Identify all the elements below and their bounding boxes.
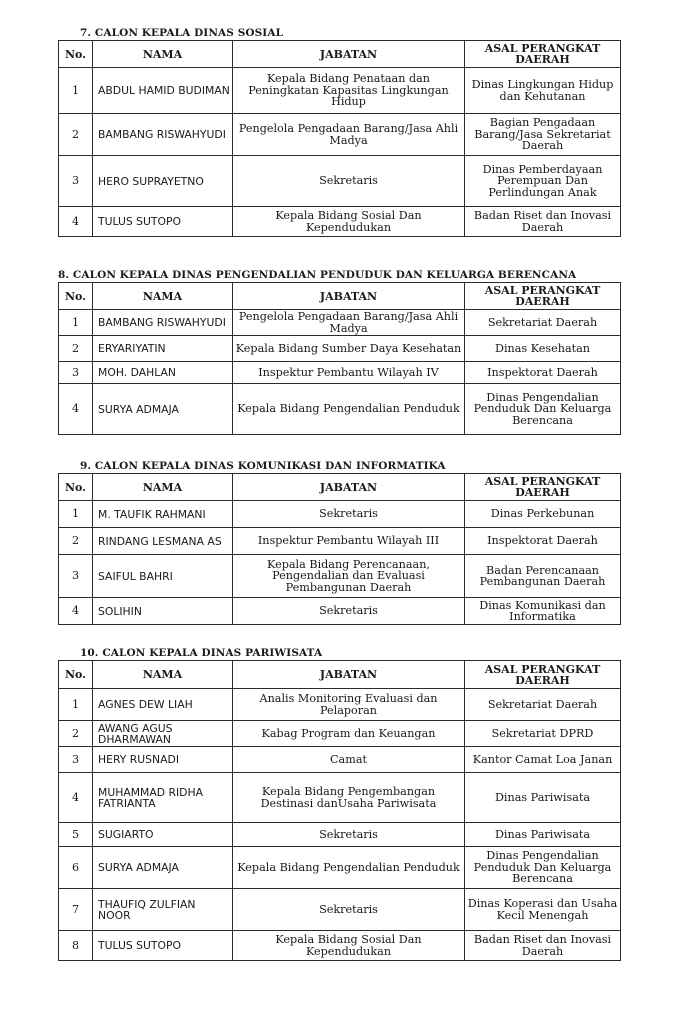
candidate-origin: Badan Riset dan Inovasi Daerah <box>465 207 621 237</box>
candidate-name: SOLIHIN <box>93 598 233 625</box>
candidate-table <box>58 473 621 625</box>
candidate-origin: Sekretariat Daerah <box>465 310 621 336</box>
header-asal: ASAL PERANGKAT DAERAH <box>465 474 621 501</box>
row-number: 7 <box>59 889 93 931</box>
header-asal: ASAL PERANGKAT DAERAH <box>465 661 621 689</box>
header-jabatan: JABATAN <box>233 474 465 501</box>
candidate-position: Kepala Bidang Sumber Daya Kesehatan <box>233 336 465 362</box>
candidate-origin: Dinas Pemberdayaan Perempuan Dan Perlindungan Anak <box>465 156 621 207</box>
row-number: 3 <box>59 362 93 384</box>
table-row <box>59 501 621 528</box>
table-row <box>59 336 621 362</box>
table-row <box>59 384 621 435</box>
candidate-name: RINDANG LESMANA AS <box>93 528 233 555</box>
candidate-origin: Kantor Camat Loa Janan <box>465 747 621 773</box>
table-row <box>59 931 621 961</box>
row-number: 4 <box>59 384 93 435</box>
candidate-origin: Badan Perencanaan Pembangunan Daerah <box>465 555 621 598</box>
table-row <box>59 68 621 114</box>
candidate-name: SUGIARTO <box>93 823 233 847</box>
candidate-position: Kepala Bidang Sosial Dan Kependudukan <box>233 207 465 237</box>
header-asal: ASAL PERANGKAT DAERAH <box>465 283 621 310</box>
table-row <box>59 310 621 336</box>
table-row <box>59 156 621 207</box>
section-title: 9. CALON KEPALA DINAS KOMUNIKASI DAN INFORMATIKA <box>80 460 446 472</box>
candidate-position: Camat <box>233 747 465 773</box>
row-number: 1 <box>59 689 93 721</box>
row-number: 2 <box>59 528 93 555</box>
row-number: 3 <box>59 555 93 598</box>
candidate-origin: Dinas Komunikasi dan Informatika <box>465 598 621 625</box>
header-nama: NAMA <box>93 283 233 310</box>
candidate-position: Sekretaris <box>233 156 465 207</box>
candidate-position: Sekretaris <box>233 501 465 528</box>
candidate-table <box>58 282 621 435</box>
candidate-position: Sekretaris <box>233 598 465 625</box>
row-number: 5 <box>59 823 93 847</box>
row-number: 6 <box>59 847 93 889</box>
table-row <box>59 555 621 598</box>
candidate-position: Kabag Program dan Keuangan <box>233 721 465 747</box>
candidate-origin: Dinas Kesehatan <box>465 336 621 362</box>
table-header-row <box>59 661 621 689</box>
candidate-position: Analis Monitoring Evaluasi dan Pelaporan <box>233 689 465 721</box>
table-row <box>59 889 621 931</box>
candidate-name: TULUS SUTOPO <box>93 207 233 237</box>
section-title: 10. CALON KEPALA DINAS PARIWISATA <box>80 647 323 659</box>
table-row <box>59 689 621 721</box>
table-row <box>59 773 621 823</box>
candidate-position: Kepala Bidang Sosial Dan Kependudukan <box>233 931 465 961</box>
header-no: No. <box>59 283 93 310</box>
section-title: 7. CALON KEPALA DINAS SOSIAL <box>80 27 284 39</box>
row-number: 2 <box>59 114 93 156</box>
candidate-table <box>58 660 621 961</box>
candidate-name: MUHAMMAD RIDHA FATRIANTA <box>93 773 233 823</box>
row-number: 1 <box>59 501 93 528</box>
row-number: 1 <box>59 310 93 336</box>
candidate-name: TULUS SUTOPO <box>93 931 233 961</box>
candidate-position: Sekretaris <box>233 823 465 847</box>
table-row <box>59 528 621 555</box>
candidate-origin: Dinas Koperasi dan Usaha Kecil Menengah <box>465 889 621 931</box>
table-header-row <box>59 283 621 310</box>
row-number: 3 <box>59 156 93 207</box>
row-number: 3 <box>59 747 93 773</box>
header-no: No. <box>59 41 93 68</box>
candidate-name: SURYA ADMAJA <box>93 384 233 435</box>
candidate-position: Sekretaris <box>233 889 465 931</box>
candidate-position: Kepala Bidang Penataan dan Peningkatan Kapasitas Lingkungan Hidup <box>233 68 465 114</box>
candidate-origin: Dinas Lingkungan Hidup dan Kehutanan <box>465 68 621 114</box>
candidate-name: AGNES DEW LIAH <box>93 689 233 721</box>
row-number: 4 <box>59 207 93 237</box>
section-title: 8. CALON KEPALA DINAS PENGENDALIAN PENDUDUK DAN KELUARGA BERENCANA <box>58 269 577 281</box>
table-row <box>59 847 621 889</box>
candidate-name: BAMBANG RISWAHYUDI <box>93 114 233 156</box>
candidate-origin: Dinas Perkebunan <box>465 501 621 528</box>
candidate-name: BAMBANG RISWAHYUDI <box>93 310 233 336</box>
header-jabatan: JABATAN <box>233 283 465 310</box>
row-number: 4 <box>59 598 93 625</box>
candidate-origin: Inspektorat Daerah <box>465 362 621 384</box>
candidate-name: HERY RUSNADI <box>93 747 233 773</box>
candidate-name: SURYA ADMAJA <box>93 847 233 889</box>
table-row <box>59 598 621 625</box>
candidate-origin: Inspektorat Daerah <box>465 528 621 555</box>
row-number: 2 <box>59 721 93 747</box>
candidate-origin: Dinas Pariwisata <box>465 823 621 847</box>
candidate-position: Kepala Bidang Perencanaan, Pengendalian dan Evaluasi Pembangunan Daerah <box>233 555 465 598</box>
table-row <box>59 114 621 156</box>
row-number: 8 <box>59 931 93 961</box>
header-nama: NAMA <box>93 661 233 689</box>
candidate-name: AWANG AGUS DHARMAWAN <box>93 721 233 747</box>
candidate-position: Kepala Bidang Pengembangan Destinasi danUsaha Pariwisata <box>233 773 465 823</box>
table-header-row <box>59 41 621 68</box>
candidate-name: THAUFIQ ZULFIAN NOOR <box>93 889 233 931</box>
candidate-name: HERO SUPRAYETNO <box>93 156 233 207</box>
candidate-name: SAIFUL BAHRI <box>93 555 233 598</box>
header-nama: NAMA <box>93 41 233 68</box>
candidate-position: Kepala Bidang Pengendalian Penduduk <box>233 847 465 889</box>
section-7 <box>58 26 620 237</box>
table-row <box>59 362 621 384</box>
table-row <box>59 721 621 747</box>
candidate-origin: Dinas Pengendalian Penduduk Dan Keluarga Berencana <box>465 384 621 435</box>
candidate-position: Inspektur Pembantu Wilayah III <box>233 528 465 555</box>
candidate-origin: Dinas Pengendalian Penduduk Dan Keluarga Berencana <box>465 847 621 889</box>
section-9 <box>58 459 620 625</box>
candidate-name: M. TAUFIK RAHMANI <box>93 501 233 528</box>
candidate-position: Pengelola Pengadaan Barang/Jasa Ahli Madya <box>233 114 465 156</box>
header-no: No. <box>59 474 93 501</box>
header-no: No. <box>59 661 93 689</box>
candidate-origin: Bagian Pengadaan Barang/Jasa Sekretariat Daerah <box>465 114 621 156</box>
candidate-origin: Dinas Pariwisata <box>465 773 621 823</box>
candidate-origin: Badan Riset dan Inovasi Daerah <box>465 931 621 961</box>
candidate-origin: Sekretariat Daerah <box>465 689 621 721</box>
row-number: 1 <box>59 68 93 114</box>
candidate-position: Inspektur Pembantu Wilayah IV <box>233 362 465 384</box>
section-8 <box>58 268 620 435</box>
row-number: 2 <box>59 336 93 362</box>
table-row <box>59 747 621 773</box>
section-10 <box>58 646 620 961</box>
candidate-origin: Sekretariat DPRD <box>465 721 621 747</box>
candidate-name: MOH. DAHLAN <box>93 362 233 384</box>
header-asal: ASAL PERANGKAT DAERAH <box>465 41 621 68</box>
candidate-table <box>58 40 621 237</box>
header-jabatan: JABATAN <box>233 661 465 689</box>
candidate-name: ABDUL HAMID BUDIMAN <box>93 68 233 114</box>
header-jabatan: JABATAN <box>233 41 465 68</box>
table-row <box>59 207 621 237</box>
candidate-position: Kepala Bidang Pengendalian Penduduk <box>233 384 465 435</box>
candidate-position: Pengelola Pengadaan Barang/Jasa Ahli Madya <box>233 310 465 336</box>
header-nama: NAMA <box>93 474 233 501</box>
table-header-row <box>59 474 621 501</box>
table-row <box>59 823 621 847</box>
row-number: 4 <box>59 773 93 823</box>
candidate-name: ERYARIYATIN <box>93 336 233 362</box>
